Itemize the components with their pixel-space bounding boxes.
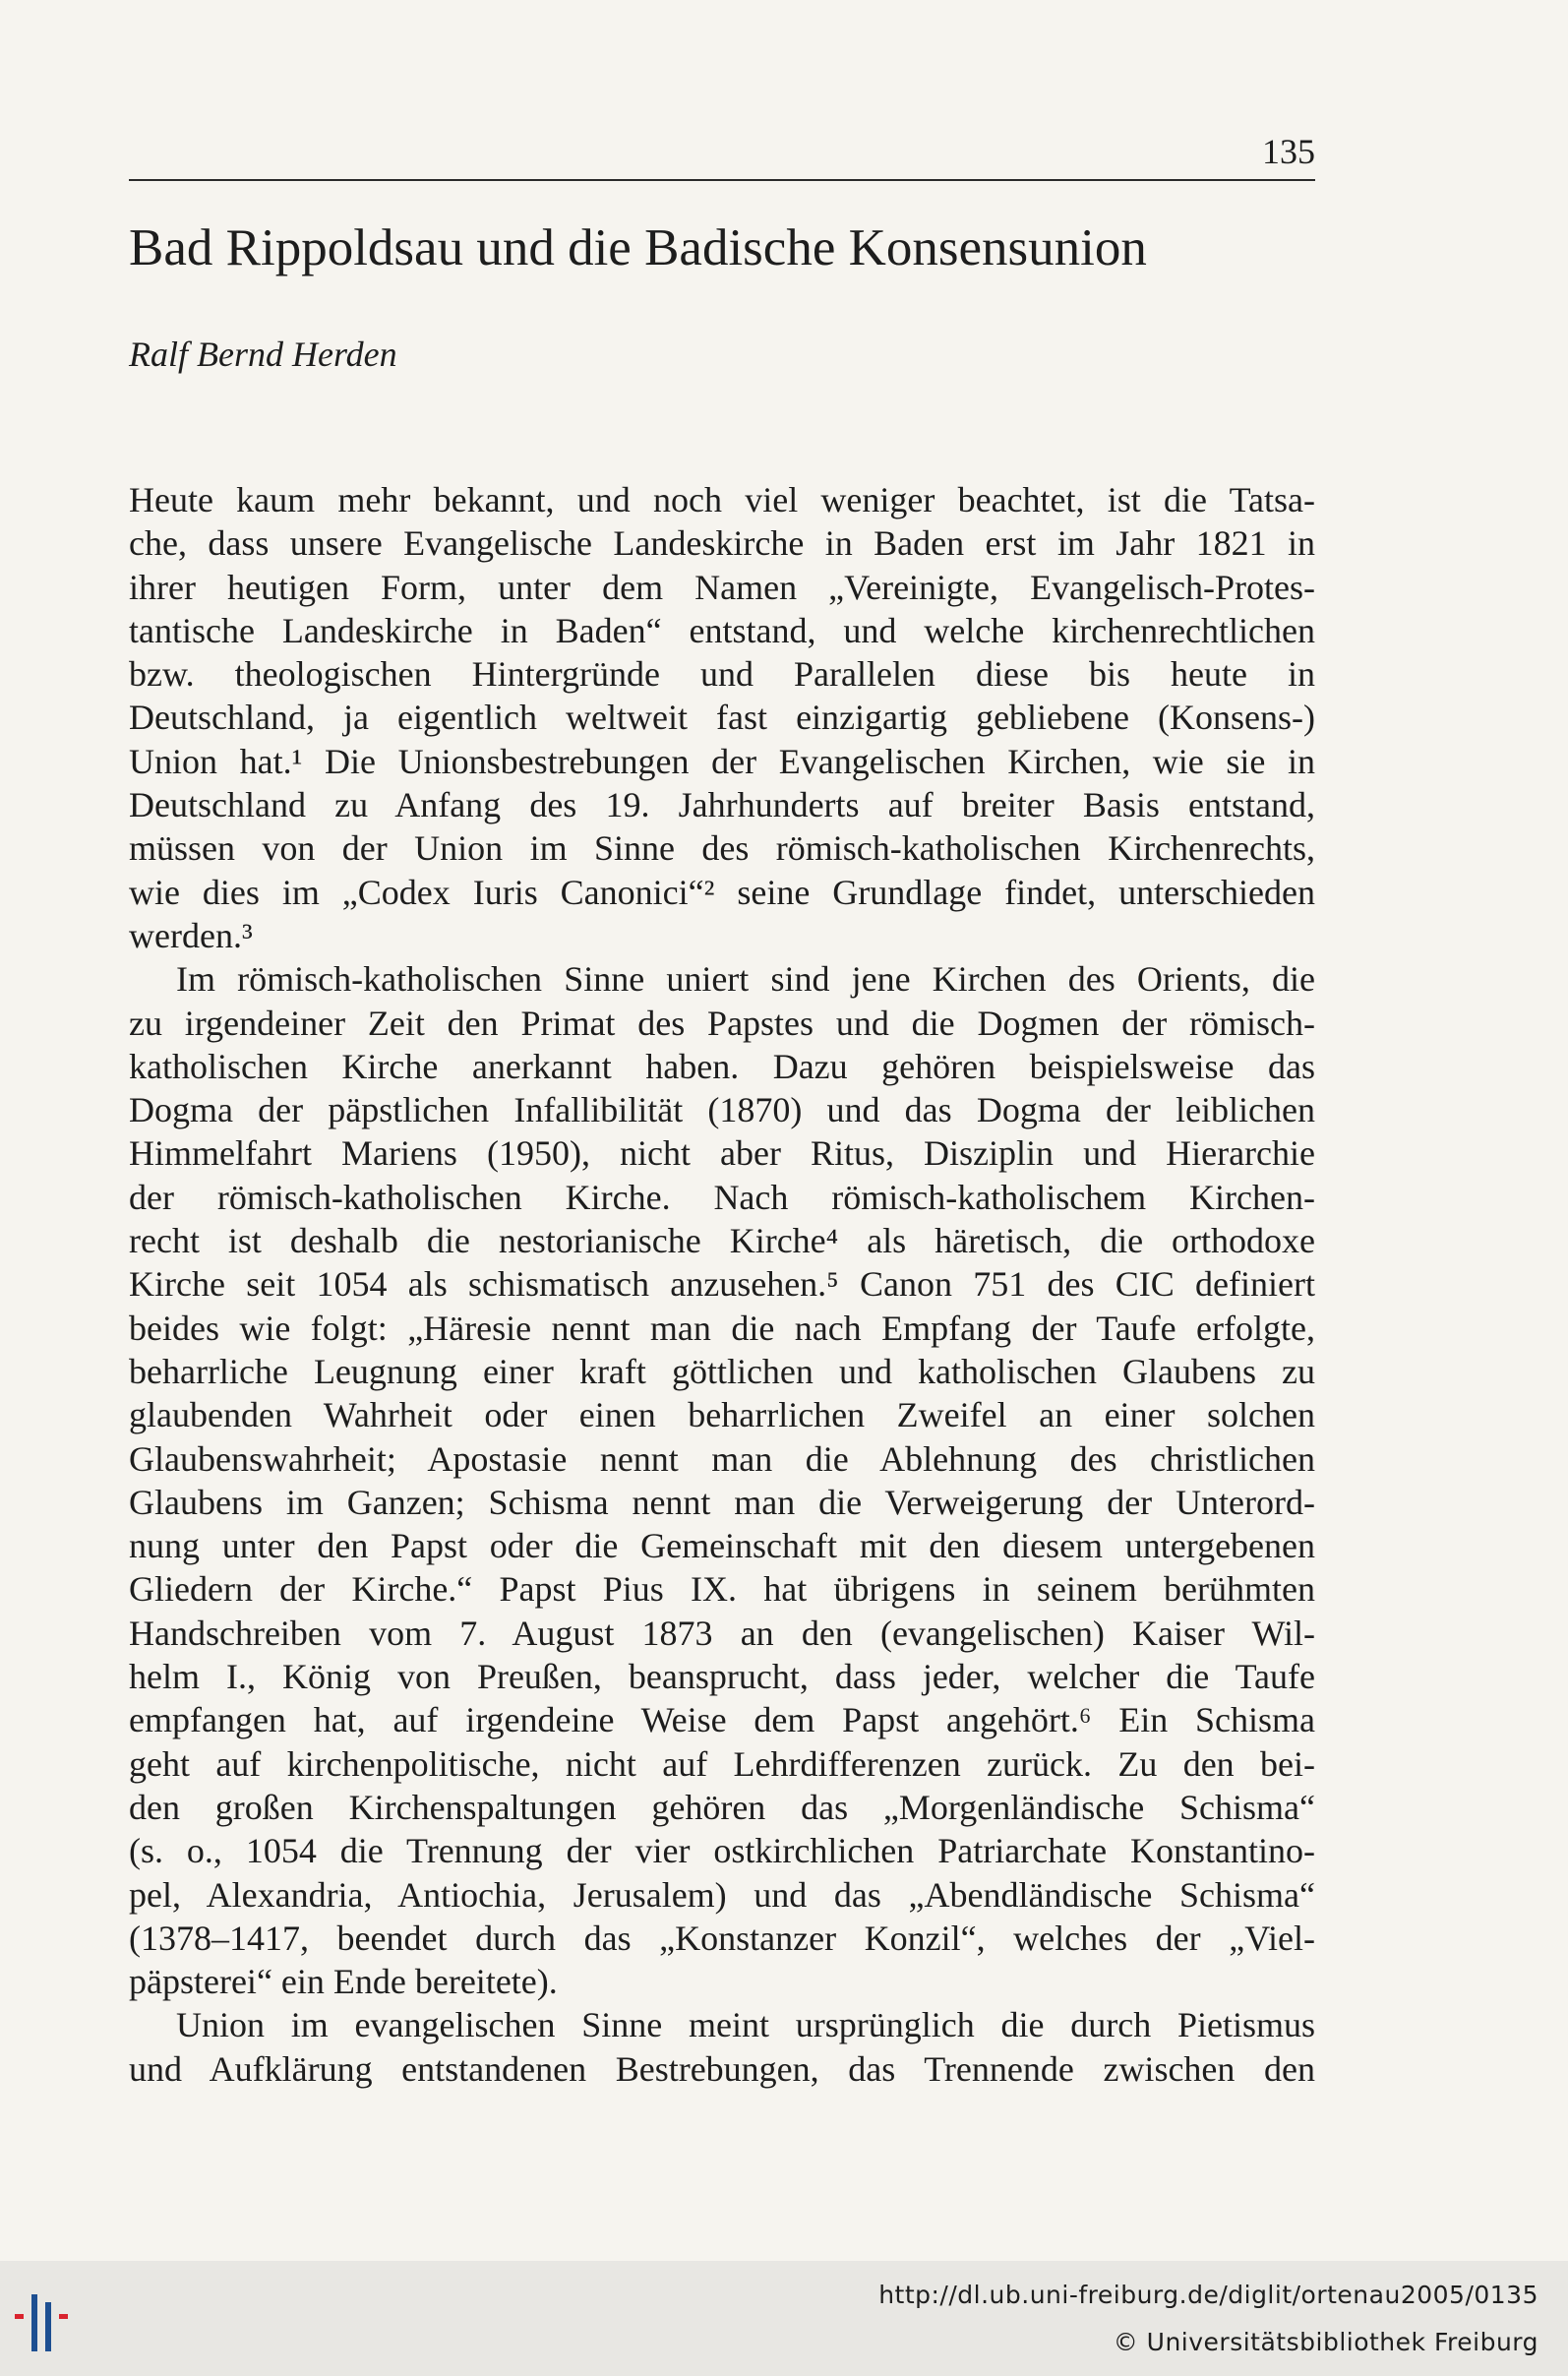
library-footer xyxy=(0,2261,1568,2376)
text-line: päpsterei“ ein Ende bereitete). xyxy=(129,1962,558,2002)
text-line: Dogma der päpstlichen Infallibilität (1870) und das Dogma der leiblichen xyxy=(129,1090,1315,1130)
text-line: pel, Alexandria, Antiochia, Jerusalem) und das „Abendländische Schisma“ xyxy=(129,1874,1315,1915)
text-line: Himmelfahrt Mariens (1950), nicht aber Ritus, Disziplin und Hierarchie xyxy=(129,1133,1315,1174)
article-title: Bad Rippoldsau und die Badische Konsensunion xyxy=(129,219,1147,276)
text-line: helm I., König von Preußen, beansprucht, dass jeder, welcher die Taufe xyxy=(129,1657,1315,1697)
text-line: müssen von der Union im Sinne des römisch-katholischen Kirchenrechts, xyxy=(129,828,1315,869)
text-line: (s. o., 1054 die Trennung der vier ostkirchlichen Patriarchate Konstantino- xyxy=(129,1831,1315,1871)
running-header xyxy=(129,128,1315,181)
text-line: zu irgendeiner Zeit den Primat des Papstes und die Dogmen der römisch- xyxy=(129,1003,1315,1043)
text-line: tantische Landeskirche in Baden“ entstand, und welche kirchenrechtlichen xyxy=(129,610,1315,650)
text-line: bzw. theologischen Hintergründe und Parallelen diese bis heute in xyxy=(129,654,1315,695)
text-line: (1378–1417, beendet durch das „Konstanzer Konzil“, welches der „Viel- xyxy=(129,1918,1315,1958)
text-line: empfangen hat, auf irgendeine Weise dem Papst angehört.⁶ Ein Schisma xyxy=(129,1700,1315,1740)
text-line: wie dies im „Codex Iuris Canonici“² seine Grundlage findet, unterschieden xyxy=(129,872,1315,912)
text-line: und Aufklärung entstandenen Bestrebungen, das Trennende zwischen den xyxy=(129,2048,1315,2089)
text-line: beides wie folgt: „Häresie nennt man die nach Empfang der Taufe erfolgte, xyxy=(129,1308,1315,1348)
text-line: beharrliche Leugnung einer kraft göttlichen und katholischen Glaubens zu xyxy=(129,1351,1315,1391)
text-line: Glaubenswahrheit; Apostasie nennt man die Ablehnung des christlichen xyxy=(129,1438,1315,1479)
text-line: Gliedern der Kirche.“ Papst Pius IX. hat übrigens in seinem berühmten xyxy=(129,1569,1315,1610)
body-text xyxy=(129,478,1315,2091)
text-line: recht ist deshalb die nestorianische Kirche⁴ als häretisch, die orthodoxe xyxy=(129,1221,1315,1261)
page-number: 135 xyxy=(1262,132,1315,171)
ub-freiburg-logo-icon xyxy=(12,2288,100,2357)
text-line: geht auf kirchenpolitische, nicht auf Lehrdifferenzen zurück. Zu den bei- xyxy=(129,1743,1315,1784)
text-line: che, dass unsere Evangelische Landeskirche in Baden erst im Jahr 1821 in xyxy=(129,523,1315,564)
text-line: ihrer heutigen Form, unter dem Namen „Vereinigte, Evangelisch-Protes- xyxy=(129,567,1315,607)
text-line: glaubenden Wahrheit oder einen beharrlichen Zweifel an einer solchen xyxy=(129,1395,1315,1435)
text-line: Union im evangelischen Sinne meint ursprünglich die durch Pietismus xyxy=(176,2005,1315,2045)
text-line: Glaubens im Ganzen; Schisma nennt man die Verweigerung der Unterord- xyxy=(129,1482,1315,1522)
text-line: nung unter den Papst oder die Gemeinschaft mit den diesem untergebenen xyxy=(129,1526,1315,1566)
copyright-text: © Universitätsbibliothek Freiburg xyxy=(1113,2328,1538,2356)
text-line: werden.³ xyxy=(129,915,253,955)
text-line: Union hat.¹ Die Unionsbestrebungen der Evangelischen Kirchen, wie sie in xyxy=(129,741,1315,781)
source-url-link[interactable]: http://dl.ub.uni-freiburg.de/diglit/ortenau2005/0135 xyxy=(878,2281,1538,2309)
text-line: Deutschland, ja eigentlich weltweit fast einzigartig gebliebene (Konsens-) xyxy=(129,698,1315,738)
text-line: Kirche seit 1054 als schismatisch anzusehen.⁵ Canon 751 des CIC definiert xyxy=(129,1264,1315,1305)
text-line: Im römisch-katholischen Sinne uniert sind jene Kirchen des Orients, die xyxy=(176,959,1315,1000)
text-line: den großen Kirchenspaltungen gehören das „Morgenländische Schisma“ xyxy=(129,1787,1315,1827)
text-line: katholischen Kirche anerkannt haben. Dazu gehören beispielsweise das xyxy=(129,1046,1315,1086)
text-line: der römisch-katholischen Kirche. Nach römisch-katholischem Kirchen- xyxy=(129,1177,1315,1217)
text-line: Deutschland zu Anfang des 19. Jahrhunderts auf breiter Basis entstand, xyxy=(129,785,1315,825)
text-line: Heute kaum mehr bekannt, und noch viel weniger beachtet, ist die Tatsa- xyxy=(129,480,1315,519)
text-line: Handschreiben vom 7. August 1873 an den (evangelischen) Kaiser Wil- xyxy=(129,1613,1315,1653)
author-name: Ralf Bernd Herden xyxy=(129,335,397,374)
